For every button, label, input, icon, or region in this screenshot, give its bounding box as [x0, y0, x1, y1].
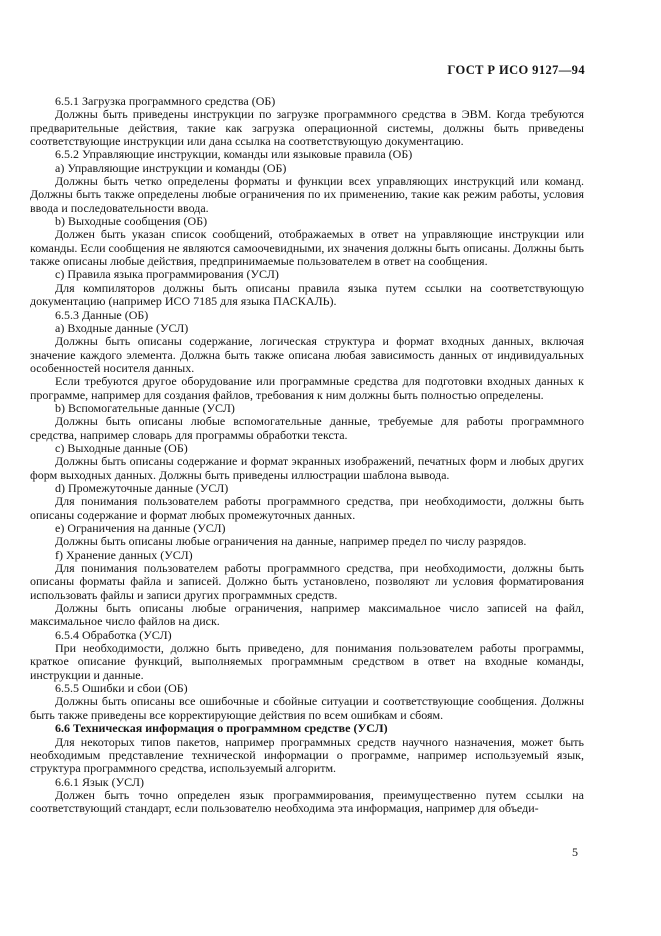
document-code: ГОСТ Р ИСО 9127—94: [447, 63, 585, 77]
paragraph: Для компиляторов должны быть описаны правила языка путем ссылки на соответствующую документацию (например ИСО 7185 для языка ПАСКАЛЬ).: [30, 280, 584, 309]
paragraph: f) Хранение данных (УСЛ): [55, 547, 193, 562]
paragraph: a) Управляющие инструкции и команды (ОБ): [55, 160, 287, 175]
paragraph: c) Правила языка программирования (УСЛ): [55, 267, 279, 282]
running-header: [30, 63, 585, 78]
paragraph: Должен быть указан список сообщений, отображаемых в ответ на управляющие инструкции или команды. Если сообщения не являются самоочевидными, их значения должны быть описаны. Должны быть также описаны любые действия, предпринимаемые пользователем в ответ на сообщения.: [30, 227, 584, 269]
paragraph: Должны быть описаны все ошибочные и сбойные ситуации и соответствующие сообщения. Должны быть также приведены все корректирующие действия по всем ошибкам и сбоям.: [30, 694, 584, 722]
paragraph: Должны быть описаны любые ограничения, например максимальное число записей на файл, максимальное число файлов на диск.: [30, 601, 584, 629]
paragraph: 6.5.1 Загрузка программного средства (ОБ): [55, 94, 276, 108]
paragraph: c) Выходные данные (ОБ): [55, 440, 188, 455]
section-heading: 6.6 Техническая информация о программном средстве (УСЛ): [55, 721, 388, 736]
page-number: 5: [572, 845, 578, 859]
paragraph: 6.5.4 Обработка (УСЛ): [55, 627, 172, 642]
paragraph: Если требуются другое оборудование или программные средства для подготовки входных данных к программе, например для создания файлов, требования к ним должны быть полностью определены.: [30, 374, 584, 402]
paragraph: Должны быть описаны содержание, логическая структура и формат входных данных, включая значение каждого элемента. Должна быть также описана любая зависимость данных от индивидуальных особенностей носителя данных.: [30, 334, 584, 375]
document-body: [30, 95, 584, 816]
paragraph: При необходимости, должно быть приведено, для понимания пользователем работы программы, краткое описание функций, выполняемых программным средством в ответ на входные команды, инструкции и данные.: [30, 641, 584, 682]
paragraph: Для понимания пользователем работы программного средства, при необходимости, должны быть описаны форматы файла и записей. Должно быть установлено, позволяют ли условия форматирования использовать файлы и записи других программных средств.: [30, 561, 584, 602]
paragraph: Должны быть описаны любые вспомогательные данные, требуемые для работы программного средства, например словарь для программы обработки текста.: [30, 414, 584, 442]
paragraph: e) Ограничения на данные (УСЛ): [55, 521, 226, 535]
paragraph: Должен быть точно определен язык программирования, преимущественно путем ссылки на соответствующий стандарт, если пользователю необходима эта информация, например для объеди-: [30, 787, 584, 816]
paragraph: 6.5.2 Управляющие инструкции, команды или языковые правила (ОБ): [55, 147, 413, 162]
paragraph: a) Входные данные (УСЛ): [55, 320, 189, 335]
paragraph: d) Промежуточные данные (УСЛ): [55, 480, 229, 495]
paragraph: 6.5.5 Ошибки и сбои (ОБ): [55, 681, 188, 696]
paragraph: b) Выходные сообщения (ОБ): [55, 214, 208, 229]
paragraph: Должны быть четко определены форматы и функции всех управляющих инструкций или команд. Должны быть также определены любые ограничения по их применению, такие как режим работы, условия ввода и последовательности ввода.: [30, 174, 584, 215]
paragraph: Должны быть описаны содержание и формат экранных изображений, печатных форм и любых других форм выходных данных. Должны быть приведены иллюстрации шаблона вывода.: [30, 454, 584, 482]
paragraph: Должны быть приведены инструкции по загрузке программного средства в ЭВМ. Когда требуются предварительные действия, такие как загрузка операционной системы, должны быть приведены соответствующие инструкции или дана ссылка на соответствующую документацию.: [30, 107, 584, 149]
paragraph: 6.5.3 Данные (ОБ): [55, 307, 149, 322]
paragraph: b) Вспомогательные данные (УСЛ): [55, 400, 235, 415]
paragraph: Для некоторых типов пакетов, например программных средств научного назначения, может быть необходимым представление технической информации о программе, например используемый язык, структура программного средства, используемый алгоритм.: [30, 734, 584, 776]
paragraph: 6.6.1 Язык (УСЛ): [55, 774, 144, 789]
paragraph: Для понимания пользователем работы программного средства, при необходимости, должны быть описаны содержание и формат любых промежуточных данных.: [30, 494, 584, 522]
paragraph: Должны быть описаны любые ограничения на данные, например предел по числу разрядов.: [55, 534, 527, 549]
